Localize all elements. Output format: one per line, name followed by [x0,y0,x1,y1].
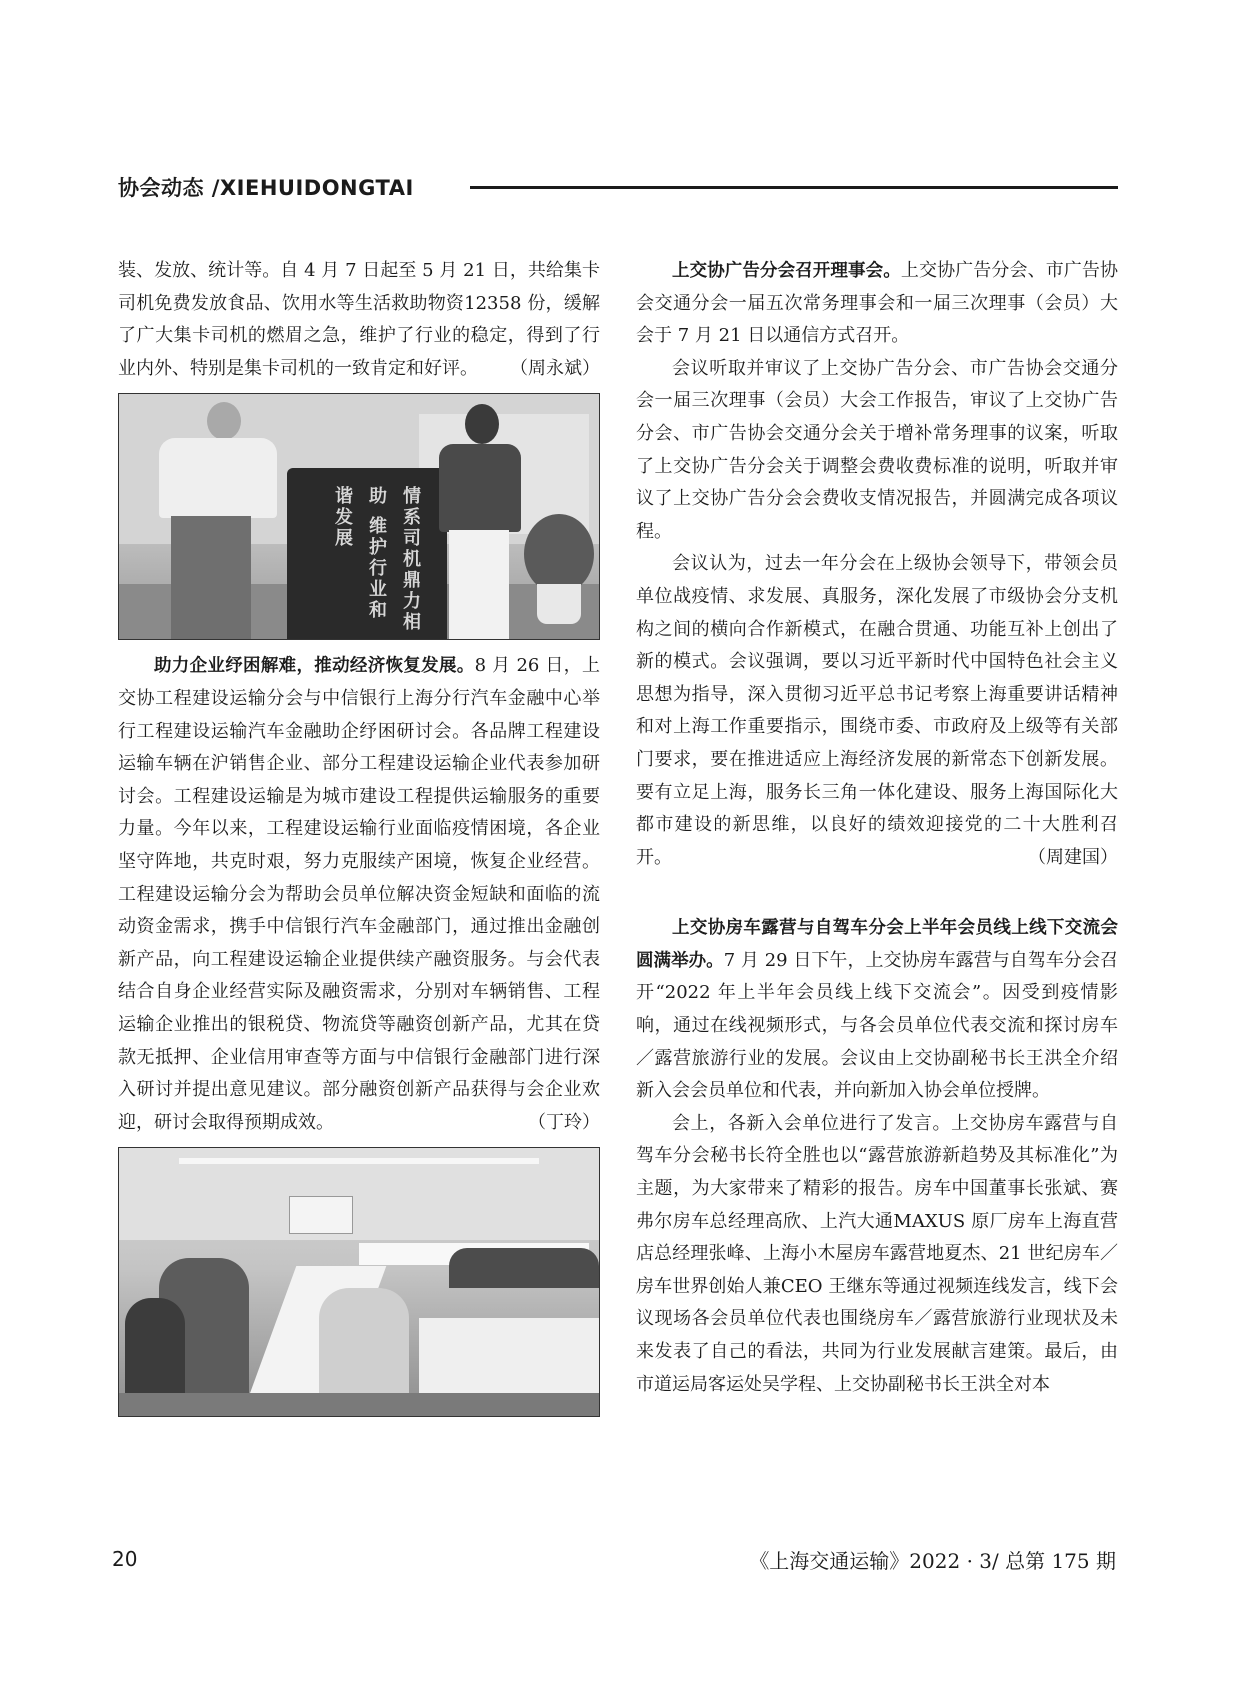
paragraph-ad-branch-review: 会议听取并审议了上交协广告分会、市广告协会交通分会一届三次理事（会员）大会工作报告，审议了上交协广告分会、市广告协会交通分会关于增补常务理事的议案，听取了上交协广告分会关于调整会费收费标准的说明，听取并审议了上交协广告分会会费收支情况报告，并圆满完成各项议程。 [636,357,1118,542]
author-ding-ling: （丁玲） [528,1111,600,1133]
paragraph-relief-supplies [118,255,600,385]
headline-finance-seminar: 助力企业纾困解难，推动经济恢复发展。 [154,656,475,677]
section-title: 协会动态 /XIEHUIDONGTAI [118,176,414,200]
paragraph-ad-branch-conclusion-text: 会议认为，过去一年分会在上级协会领导下，带领会员单位战疫情、求发展、真服务，深化发展了市级协会分支机构之间的横向合作新模式，在融合贯通、功能互补上创出了新的模式。会议强调，要以习近平新时代中国特色社会主义思想为指导，深入贯彻习近平总书记考察上海重要讲话精神和对上海工作重要指示，围绕市委、市政府及上级等有关部门要求，要在推进适应上海经济发展的新常态下创新发展。要有立足上海，服务长三角一体化建设、服务上海国际化大都市建设的新思维，以良好的绩效迎接党的二十大胜利召开。 [636,553,1118,868]
section-header [118,170,1118,206]
author-zhou-jianguo: （周建国） [1028,846,1118,868]
header-rule [470,186,1118,189]
left-column [118,255,600,1417]
paragraph-rv-exchange [636,912,1118,1108]
publication-info: 《上海交通运输》2022 · 3/ 总第 175 期 [749,1549,1116,1573]
banner-text: 情系司机鼎力相助 维护行业和谐发展 [332,486,421,634]
paragraph-rv-speeches: 会上，各新入会单位进行了发言。上交协房车露营与自驾车分会秘书长符全胜也以“露营旅游新趋势及其标准化”为主题，为大家带来了精彩的报告。房车中国董事长张斌、赛弗尔房车总经理高欣、上汽大通MAXUS 原厂房车上海直营店总经理张峰、上海小木屋房车露营地夏杰、21 世纪房车／房车世界创始人兼CEO 王继东等通过视频连线发言，线下会议现场各会员单位代表也围绕房车／露营旅游行业现状及未来发表了自己的看法，共同为行业发展献言建策。最后，由市道运局客运处吴学程、上交协副秘书长王洪全对本 [636,1112,1118,1395]
headline-ad-branch-meeting: 上交协广告分会召开理事会。 [672,261,901,281]
paragraph-finance-seminar [118,650,600,1139]
paragraph-finance-seminar-text: 8 月 26 日，上交协工程建设运输分会与中信银行上海分行汽车金融中心举行工程建设运输汽车金融助企纾困研讨会。各品牌工程建设运输车辆在沪销售企业、部分工程建设运输企业代表参加研讨会。工程建设运输是为城市建设工程提供运输服务的重要力量。今年以来，工程建设运输行业面临疫情困境，各企业坚守阵地，共克时艰，努力克服续产困境，恢复企业经营。工程建设运输分会为帮助会员单位解决资金短缺和面临的流动资金需求，携手中信银行汽车金融部门，通过推出金融创新产品，向工程建设运输企业提供续产融资服务。与会代表结合自身企业经营实际及融资需求，分别对车辆销售、工程运输企业推出的银税贷、物流贷等融资创新产品，尤其在贷款无抵押、企业信用审查等方面与中信银行金融部门进行深入研讨并提出意见建议。部分融资创新产品获得与会企业欢迎，研讨会取得预期成效。 [118,655,600,1133]
paragraph-ad-branch-meeting-text: 上交协广告分会、市广告协会交通分会一届五次常务理事会和一届三次理事（会员）大会于 7 月 21 日以通信方式召开。 [636,260,1119,347]
photo-banner-presentation [118,393,600,640]
paragraph-ad-branch-meeting [636,255,1118,353]
article-gap [636,874,1118,912]
headline-rv-exchange: 上交协房车露营与自驾车分会上半年会员线上线下交流会圆满举办。 [636,918,1118,971]
author-zhou-yongbin: （周永斌） [510,357,600,379]
page-number: 20 [112,1547,138,1571]
paragraph-rv-exchange-text: 7 月 29 日下午，上交协房车露营与自驾车分会召开“2022 年上半年会员线上线下交流会”。因受到疫情影响，通过在线视频形式，与各会员单位代表交流和探讨房车／露营旅游行业的发展。会议由上交协副秘书长王洪全介绍新入会会员单位和代表，并向新加入协会单位授牌。 [636,949,1118,1102]
paragraph-relief-supplies-text: 装、发放、统计等。自 4 月 7 日起至 5 月 21 日，共给集卡司机免费发放食品、饮用水等生活救助物资12358 份，缓解了广大集卡司机的燃眉之急，维护了行业的稳定，得到了行业内外、特别是集卡司机的一致肯定和好评。 [118,260,600,379]
paragraph-ad-branch-conclusion [636,548,1118,874]
photo-meeting-room [118,1147,600,1417]
right-column [636,255,1118,1401]
